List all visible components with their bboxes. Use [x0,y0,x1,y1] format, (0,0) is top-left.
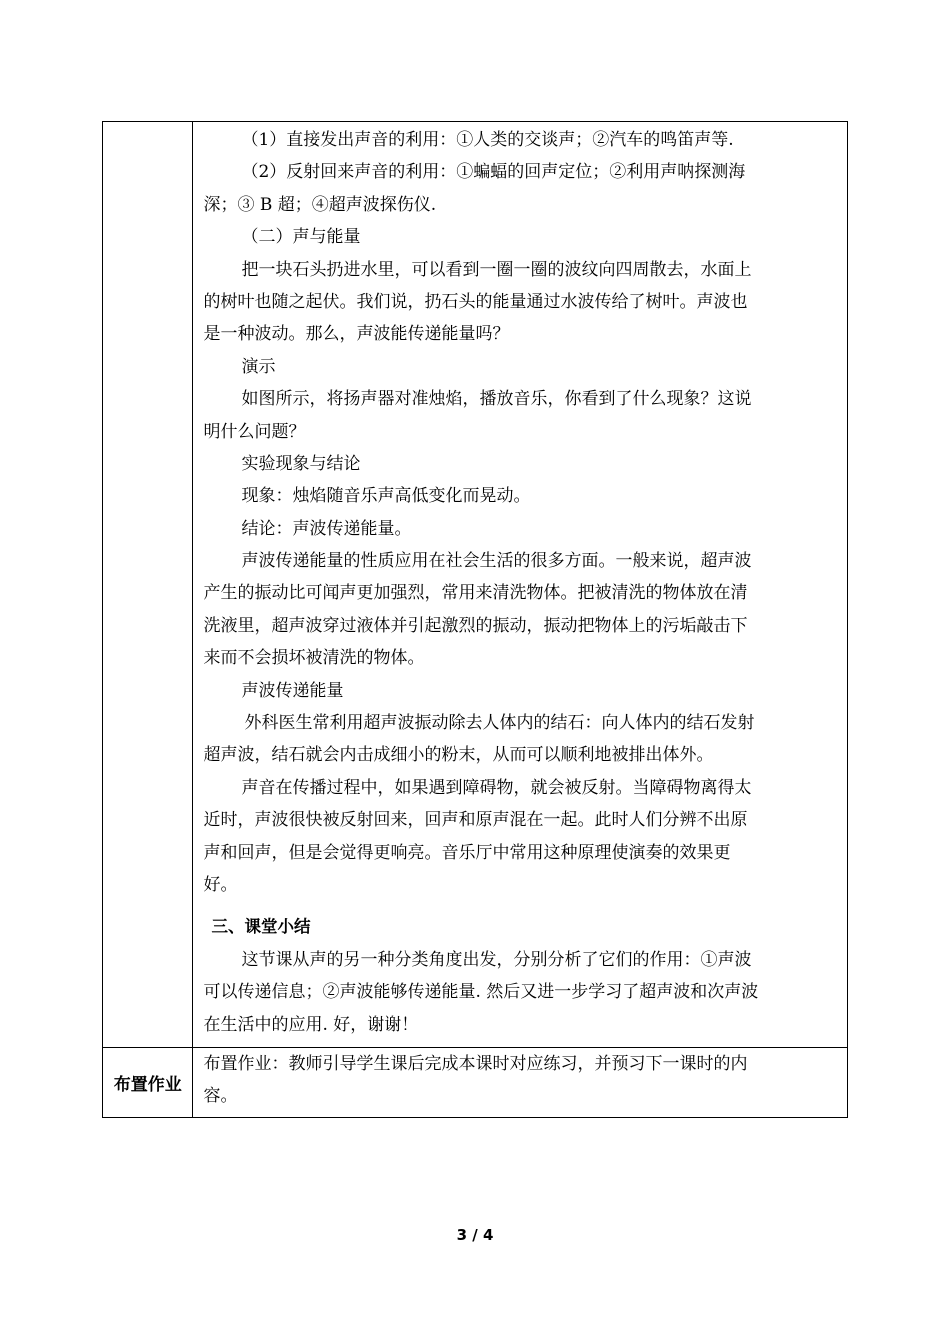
text-line: （1）直接发出声音的利用：①人类的交谈声；②汽车的鸣笛声等. [241,130,734,150]
text-line: 外科医生常利用超声波振动除去人体内的结石：向人体内的结石发射 [244,713,755,734]
text-line: 演示 [241,356,276,377]
text-line: 是一种波动。那么，声波能传递能量吗？ [203,324,510,345]
homework-line: 容。 [203,1086,238,1107]
text-line: 产生的振动比可闻声更加强烈，常用来清洗物体。把被清洗的物体放在清 [203,583,748,604]
homework-line: 布置作业：教师引导学生课后完成本课时对应练习，并预习下一课时的内 [203,1053,748,1074]
homework-label: 布置作业 [103,1047,193,1117]
text-line: 好。 [203,874,238,895]
summary-line: 这节课从声的另一种分类角度出发，分别分析了它们的作用：①声波 [241,949,752,970]
lesson-content-cell [193,122,848,1048]
text-line: 超声波，结石就会内击成细小的粉末，从而可以顺利地被排出体外。 [203,745,714,766]
section-subtitle: （二）声与能量 [241,227,361,248]
text-line: 声和回声，但是会觉得更响亮。音乐厅中常用这种原理使演奏的效果更 [203,842,731,863]
text-line: 如图所示，将扬声器对准烛焰，播放音乐，你看到了什么现象？这说 [241,389,752,410]
text-line: 明什么问题？ [203,421,306,442]
text-line: 深；③ B 超；④超声波探伤仪. [203,194,437,215]
homework-row [103,1047,848,1117]
text-line: 把一块石头扔进水里，可以看到一圈一圈的波纹向四周散去，水面上 [241,259,752,280]
text-line: 近时，声波很快被反射回来，回声和原声混在一起。此时人们分辨不出原 [203,810,748,831]
text-line: 现象：烛焰随音乐声高低变化而晃动。 [241,486,531,507]
empty-label-cell [103,122,193,1048]
text-line: 声波传递能量 [241,680,344,701]
text-line: 声波传递能量的性质应用在社会生活的很多方面。一般来说，超声波 [241,551,752,572]
summary-line: 在生活中的应用. 好，谢谢！ [203,1014,419,1035]
text-line: 结论：声波传递能量。 [241,518,412,539]
homework-content-cell [193,1047,848,1117]
summary-heading: 三、课堂小结 [211,917,311,937]
lesson-table [102,121,848,1118]
text-line: 洗液里，超声波穿过液体并引起激烈的振动，振动把物体上的污垢敲击下 [203,615,748,636]
text-line: 声音在传播过程中，如果遇到障碍物，就会被反射。当障碍物离得太 [241,777,752,798]
content-row [103,122,848,1048]
page-number: 3 / 4 [456,1226,494,1244]
text-line: 来而不会损坏被清洗的物体。 [203,648,425,669]
text-line: （2）反射回来声音的利用：①蝙蝠的回声定位；②利用声呐探测海 [241,162,746,183]
text-line: 的树叶也随之起伏。我们说，扔石头的能量通过水波传给了树叶。声波也 [203,291,748,312]
text-line: 实验现象与结论 [241,453,361,474]
summary-line: 可以传递信息；②声波能够传递能量. 然后又进一步学习了超声波和次声波 [203,982,759,1003]
